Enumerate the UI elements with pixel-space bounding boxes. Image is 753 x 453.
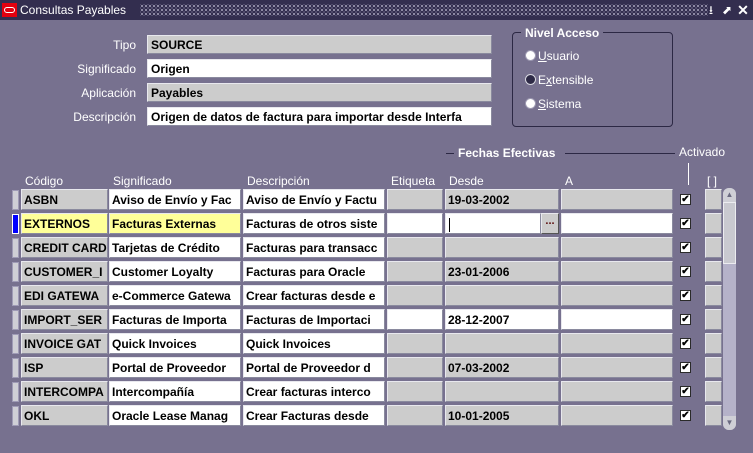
- window-title: Consultas Payables: [20, 3, 127, 17]
- vertical-scrollbar[interactable]: [723, 188, 736, 430]
- table-row: [0, 380, 753, 404]
- record-indicator[interactable]: [12, 190, 19, 210]
- cell-tag[interactable]: [387, 333, 443, 354]
- col-header-etiqueta: Etiqueta: [391, 174, 436, 188]
- cell-to[interactable]: [561, 213, 673, 234]
- cell-code[interactable]: OKL: [21, 405, 108, 426]
- record-indicator[interactable]: [12, 262, 19, 282]
- cell-to[interactable]: [561, 189, 673, 210]
- title-drag-handle[interactable]: [140, 4, 708, 16]
- cell-code[interactable]: CREDIT CARD: [21, 237, 108, 258]
- cell-description[interactable]: Crear facturas interco: [243, 381, 385, 402]
- col-header-a: A: [565, 174, 574, 188]
- record-indicator[interactable]: [12, 286, 19, 306]
- activado-checkbox[interactable]: ✔: [681, 218, 690, 229]
- record-indicator[interactable]: [12, 238, 19, 258]
- cell-from[interactable]: [445, 237, 559, 258]
- col-header-dff: [ ]: [707, 174, 718, 188]
- radio-off-icon: [525, 98, 536, 109]
- significado-label: Significado: [77, 62, 136, 76]
- table-row: [0, 356, 753, 380]
- cell-tag[interactable]: [387, 237, 443, 258]
- cell-code[interactable]: CUSTOMER_I: [21, 261, 108, 282]
- col-header-descripcion: Descripción: [247, 174, 310, 188]
- activado-checkbox[interactable]: ✔: [681, 266, 690, 277]
- record-indicator[interactable]: [12, 334, 19, 354]
- maximize-icon[interactable]: ⬈: [721, 3, 733, 17]
- activado-header: Activado: [679, 145, 726, 159]
- text-cursor: [449, 218, 450, 232]
- cell-tag[interactable]: [387, 381, 443, 402]
- cell-dff[interactable]: [705, 237, 722, 258]
- cell-code[interactable]: EDI GATEWA: [21, 285, 108, 306]
- radio-sistema[interactable]: Sistema: [525, 96, 581, 112]
- cell-from[interactable]: 19-03-2002: [445, 189, 559, 210]
- activado-checkbox[interactable]: ✔: [681, 314, 690, 325]
- cell-dff[interactable]: [705, 189, 722, 210]
- table-row: [0, 284, 753, 308]
- fechas-divider-left: [446, 153, 454, 154]
- cell-meaning[interactable]: Facturas de Importa: [109, 309, 241, 330]
- cell-to[interactable]: [561, 357, 673, 378]
- activado-divider: [688, 163, 689, 185]
- table-row-current: [0, 212, 753, 236]
- scroll-up-arrow-icon[interactable]: ▲: [723, 188, 736, 202]
- activado-checkbox[interactable]: ✔: [681, 410, 690, 421]
- cell-description[interactable]: Portal de Proveedor d: [243, 357, 385, 378]
- cell-to[interactable]: [561, 405, 673, 426]
- cell-meaning[interactable]: Facturas Externas: [109, 213, 241, 234]
- fechas-divider-right: [565, 153, 675, 154]
- activado-checkbox[interactable]: ✔: [681, 338, 690, 349]
- cell-code[interactable]: ISP: [21, 357, 108, 378]
- cell-description[interactable]: Aviso de Envío y Factu: [243, 189, 385, 210]
- cell-meaning[interactable]: Oracle Lease Manag: [109, 405, 241, 426]
- table-row: [0, 308, 753, 332]
- cell-meaning[interactable]: Intercompañía: [109, 381, 241, 402]
- record-indicator-current[interactable]: [12, 214, 19, 234]
- cell-dff[interactable]: [705, 357, 722, 378]
- table-row: [0, 188, 753, 212]
- cell-from[interactable]: 28-12-2007: [445, 309, 559, 330]
- cell-dff[interactable]: [705, 213, 722, 234]
- cell-from[interactable]: [445, 333, 559, 354]
- descripcion-label: Descripción: [73, 110, 136, 124]
- cell-to[interactable]: [561, 309, 673, 330]
- cell-dff[interactable]: [705, 309, 722, 330]
- radio-off-icon: [525, 50, 536, 61]
- minimize-icon[interactable]: ⭳: [708, 3, 714, 17]
- descripcion-field[interactable]: Origen de datos de factura para importar desde Interfa: [147, 107, 492, 126]
- col-header-codigo: Código: [25, 174, 64, 188]
- table-row: [0, 260, 753, 284]
- cell-meaning[interactable]: Portal de Proveedor: [109, 357, 241, 378]
- record-indicator[interactable]: [12, 310, 19, 330]
- cell-code[interactable]: EXTERNOS: [21, 213, 108, 234]
- radio-on-icon: [525, 74, 536, 85]
- tipo-field[interactable]: SOURCE: [147, 35, 492, 54]
- radio-usuario[interactable]: Usuario: [525, 48, 579, 64]
- significado-field[interactable]: Origen: [147, 59, 492, 78]
- cell-to[interactable]: [561, 381, 673, 402]
- cell-description[interactable]: Crear Facturas desde: [243, 405, 385, 426]
- table-row: [0, 404, 753, 428]
- aplicacion-label: Aplicación: [81, 86, 136, 100]
- cell-to[interactable]: [561, 333, 673, 354]
- cell-description[interactable]: Quick Invoices: [243, 333, 385, 354]
- cell-description[interactable]: Crear facturas desde e: [243, 285, 385, 306]
- activado-checkbox[interactable]: ✔: [681, 290, 690, 301]
- cell-from[interactable]: 23-01-2006: [445, 261, 559, 282]
- cell-to[interactable]: [561, 261, 673, 282]
- cell-description[interactable]: Facturas de otros siste: [243, 213, 385, 234]
- cell-description[interactable]: Facturas para transacc: [243, 237, 385, 258]
- scroll-thumb[interactable]: [723, 202, 736, 264]
- cell-code[interactable]: IMPORT_SER: [21, 309, 108, 330]
- activado-checkbox[interactable]: ✔: [681, 362, 690, 373]
- cell-from[interactable]: 10-01-2005: [445, 405, 559, 426]
- access-level-title: Nivel Acceso: [521, 25, 603, 41]
- cell-dff[interactable]: [705, 405, 722, 426]
- radio-extensible[interactable]: Extensible: [525, 72, 593, 88]
- activado-checkbox[interactable]: ✔: [681, 194, 690, 205]
- cell-from-input[interactable]: [445, 213, 541, 234]
- cell-to[interactable]: [561, 237, 673, 258]
- col-header-significado: Significado: [113, 174, 172, 188]
- cell-tag[interactable]: [387, 357, 443, 378]
- cell-from[interactable]: [445, 381, 559, 402]
- record-indicator[interactable]: [12, 358, 19, 378]
- cell-to[interactable]: [561, 285, 673, 306]
- cell-description[interactable]: Facturas para Oracle: [243, 261, 385, 282]
- table-row: [0, 332, 753, 356]
- cell-description[interactable]: Facturas de Importaci: [243, 309, 385, 330]
- fechas-efectivas-header: Fechas Efectivas: [458, 146, 556, 160]
- close-icon[interactable]: ✕: [737, 2, 749, 18]
- col-header-desde: Desde: [449, 174, 484, 188]
- record-indicator[interactable]: [12, 382, 19, 402]
- cell-tag[interactable]: [387, 261, 443, 282]
- scroll-down-arrow-icon[interactable]: ▼: [723, 416, 736, 430]
- activado-checkbox[interactable]: ✔: [681, 242, 690, 253]
- cell-dff[interactable]: [705, 381, 722, 402]
- cell-from[interactable]: [445, 285, 559, 306]
- cell-tag[interactable]: [387, 405, 443, 426]
- tipo-label: Tipo: [113, 38, 136, 52]
- cell-tag[interactable]: [387, 213, 443, 234]
- cell-tag[interactable]: [387, 285, 443, 306]
- record-indicator[interactable]: [12, 406, 19, 426]
- cell-from[interactable]: 07-03-2002: [445, 357, 559, 378]
- cell-code[interactable]: INVOICE GAT: [21, 333, 108, 354]
- activado-checkbox[interactable]: ✔: [681, 386, 690, 397]
- cell-dff[interactable]: [705, 333, 722, 354]
- cell-dff[interactable]: [705, 261, 722, 282]
- lov-button[interactable]: ...: [541, 213, 559, 234]
- aplicacion-field[interactable]: Payables: [147, 83, 492, 102]
- cell-code[interactable]: ASBN: [21, 189, 108, 210]
- cell-meaning[interactable]: Tarjetas de Crédito: [109, 237, 241, 258]
- cell-tag[interactable]: [387, 309, 443, 330]
- cell-tag[interactable]: [387, 189, 443, 210]
- cell-meaning[interactable]: e-Commerce Gatewa: [109, 285, 241, 306]
- oracle-logo-icon: [2, 3, 17, 17]
- cell-meaning[interactable]: Quick Invoices: [109, 333, 241, 354]
- cell-meaning[interactable]: Aviso de Envío y Fac: [109, 189, 241, 210]
- table-row: [0, 236, 753, 260]
- cell-meaning[interactable]: Customer Loyalty: [109, 261, 241, 282]
- cell-code[interactable]: INTERCOMPA: [21, 381, 108, 402]
- cell-dff[interactable]: [705, 285, 722, 306]
- title-bar: [0, 0, 753, 20]
